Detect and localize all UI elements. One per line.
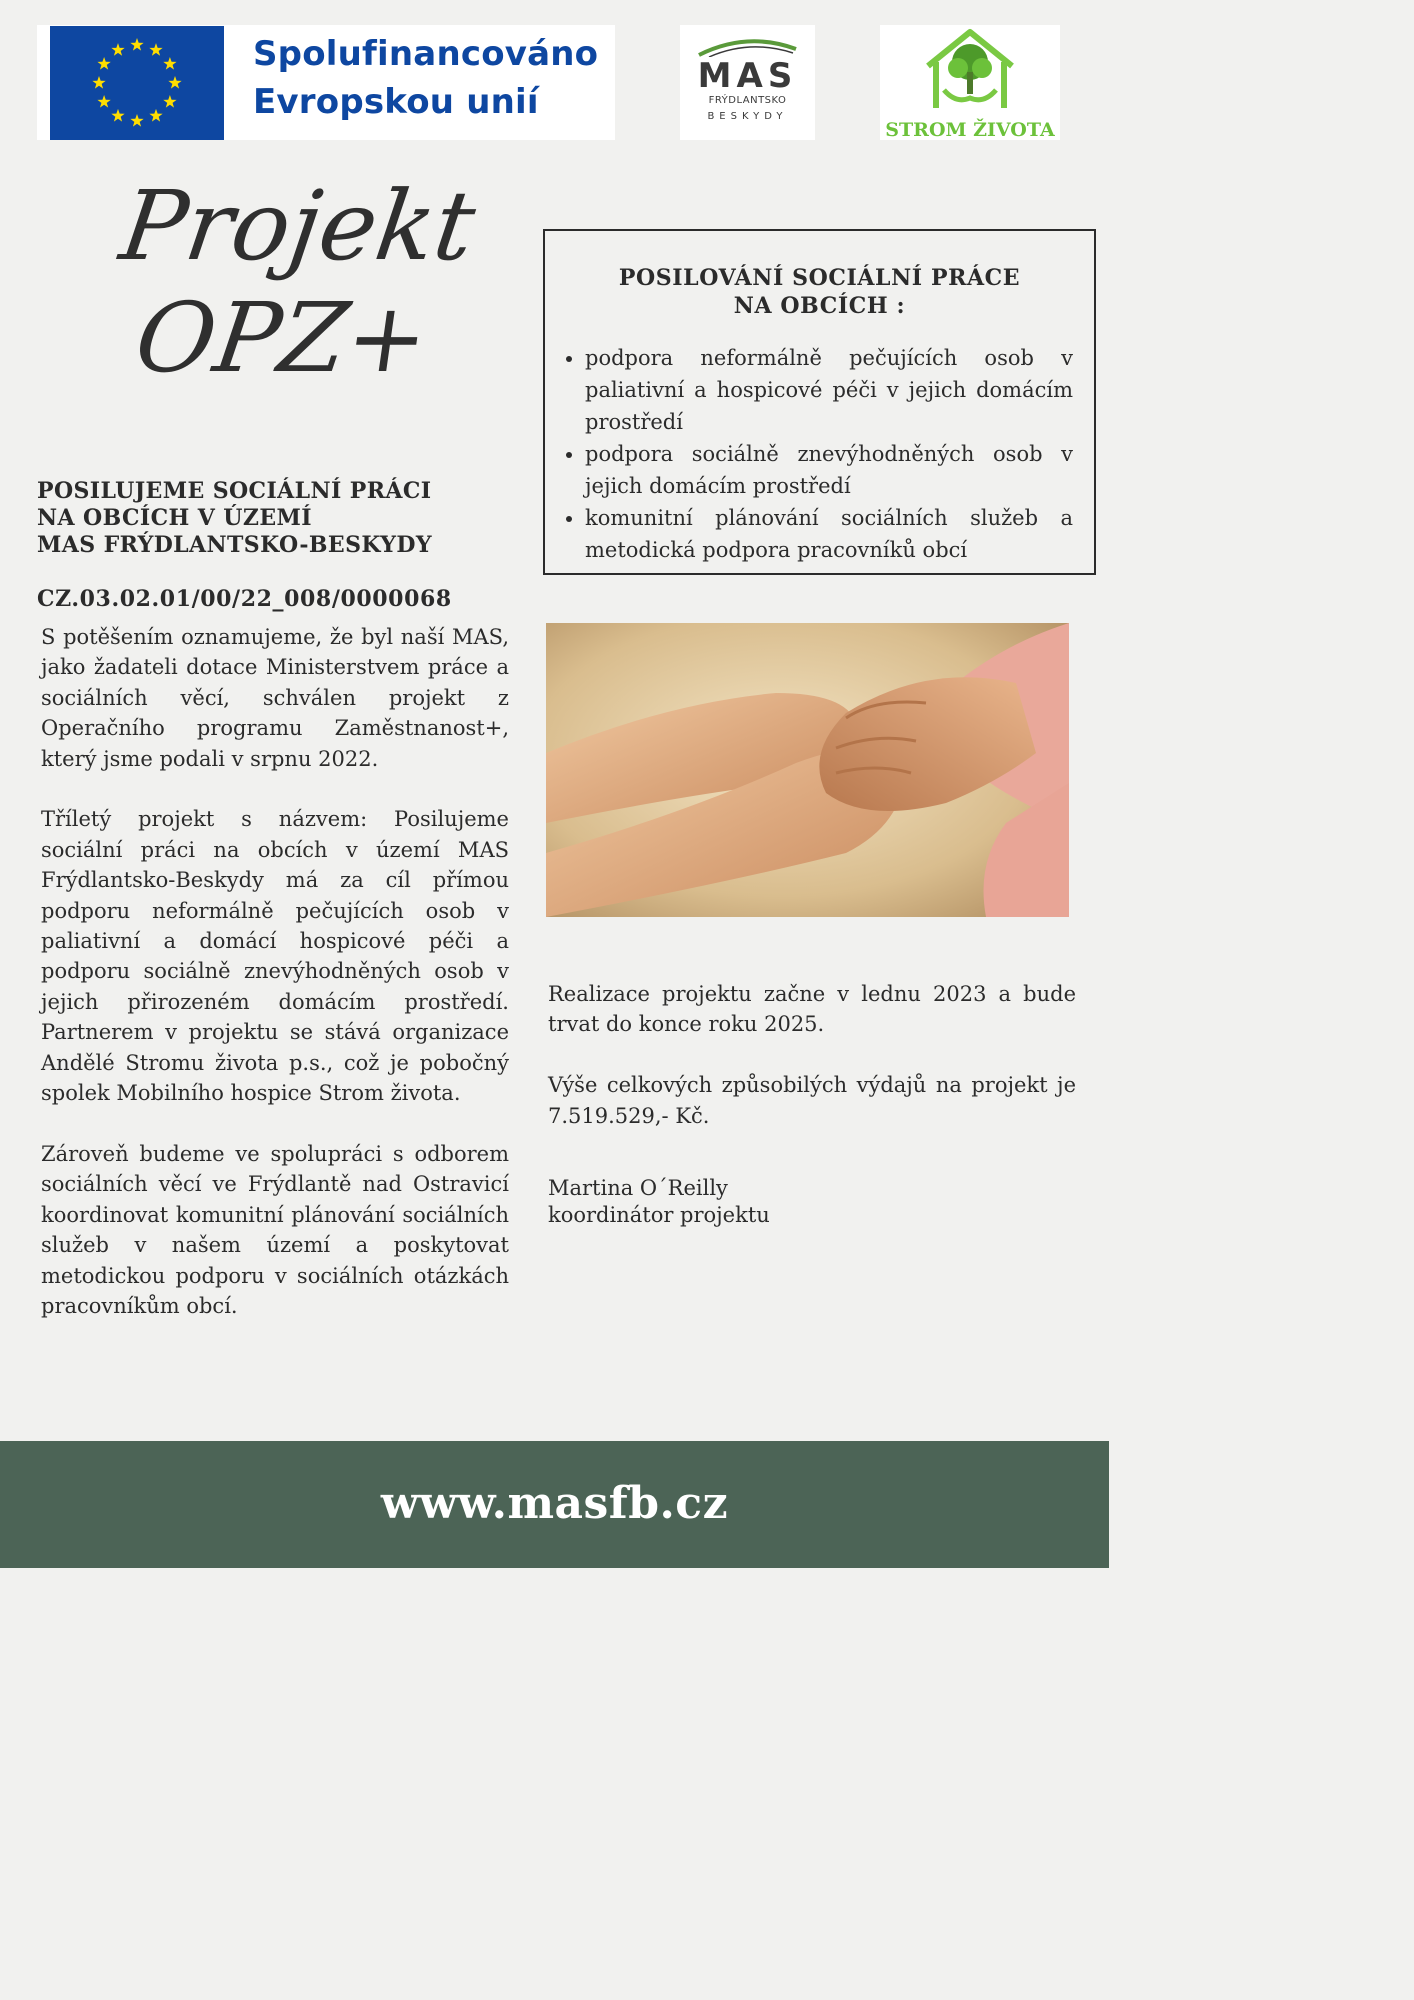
info-title-line1: POSILOVÁNÍ SOCIÁLNÍ PRÁCE [618,265,1021,291]
eu-star [97,95,110,108]
eu-star [149,109,162,122]
signature-name: Martina O´Reilly [548,1176,728,1200]
title-line2: OPZ+ [129,282,436,394]
body-paragraph: Zároveň budeme ve spolupráci s odborem sociálních věcí ve Frýdlantě nad Ostravicí koordinovat komunitní plánování sociálních služeb v našem území a poskytovat metodickou podporu v sociálních otázkách pracovníkům obcí. [41,1141,509,1318]
eu-star [163,95,176,108]
page-title [94,170,485,394]
mas-hill-icon [695,35,800,57]
mas-logo-line2: BESKYDY [707,111,788,122]
eu-flag-icon [50,26,224,140]
body-paragraph: S potěšením oznamujeme, že byl naší MAS, jako žadateli dotace Ministerstvem práce a sociálních věcí, schválen projekt z Operačního programu Zaměstnanost+, který jsme podali v srpnu 2022. [41,625,509,771]
eu-star [163,57,176,70]
list-item: • komunitní plánování sociálních služeb a metodická podpora pracovníků obcí [585,502,1073,566]
eu-logo-text-line1: Spolufinancováno [253,34,599,74]
mas-logo-letters: MAS [697,56,798,96]
holding-hands-photo [546,623,1069,917]
info-box-list [558,342,1073,566]
eu-star [92,76,105,89]
eu-star [149,43,162,56]
eu-star [111,109,124,122]
info-box-title [543,264,1096,320]
subheading-line2: NA OBCÍCH V ÚZEMÍ [37,505,312,531]
right-column-text [548,979,1076,1161]
eu-star [130,38,143,51]
eu-star [130,114,143,127]
eu-logo-text-line2: Evropskou unií [253,82,539,122]
eu-star [111,43,124,56]
eu-logo-text [253,30,613,126]
right-paragraph: Realizace projektu začne v lednu 2023 a bude trvat do konce roku 2025. [548,982,1076,1037]
list-item: • podpora neformálně pečujících osob v paliativní a hospicové péči v jejich domácím prostředí [585,342,1073,438]
subheading-line3: MAS FRÝDLANTSKO-BESKYDY [37,532,432,558]
body-text [41,622,509,1352]
right-paragraph: Výše celkových způsobilých výdajů na projekt je 7.519.529,- Kč. [548,1073,1076,1128]
strom-logo-text: STROM ŽIVOTA [885,119,1055,141]
website-link[interactable]: www.masfb.cz [380,1478,729,1529]
list-item: • podpora sociálně znevýhodněných osob v jejich domácím prostředí [585,438,1073,502]
project-code: CZ.03.02.01/00/22_008/0000068 [37,586,452,612]
title-line1: Projekt [114,170,482,282]
eu-star [97,57,110,70]
info-title-line2: NA OBCÍCH : [733,293,906,319]
subheading-line1: POSILUJEME SOCIÁLNÍ PRÁCI [37,478,432,504]
signature [548,1175,948,1229]
tree-house-icon [922,28,1018,112]
body-paragraph: Tříletý projekt s názvem: Posilujeme sociální práci na obcích v území MAS Frýdlantsko-Beskydy má za cíl přímou podporu neformálně pečujících osob v paliativní a domácí hospicové péči a podporu sociálně znevýhodněných osob v jejich přirozeném domácím prostředí. Partnerem v projektu se stává organizace Andělé Stromu života p.s., což je pobočný spolek Mobilního hospice Strom života. [41,807,509,1106]
project-subheading [37,478,517,559]
eu-star [168,76,181,89]
mas-logo-line1: FRÝDLANTSKO [708,95,787,106]
signature-role: koordinátor projektu [548,1203,770,1227]
